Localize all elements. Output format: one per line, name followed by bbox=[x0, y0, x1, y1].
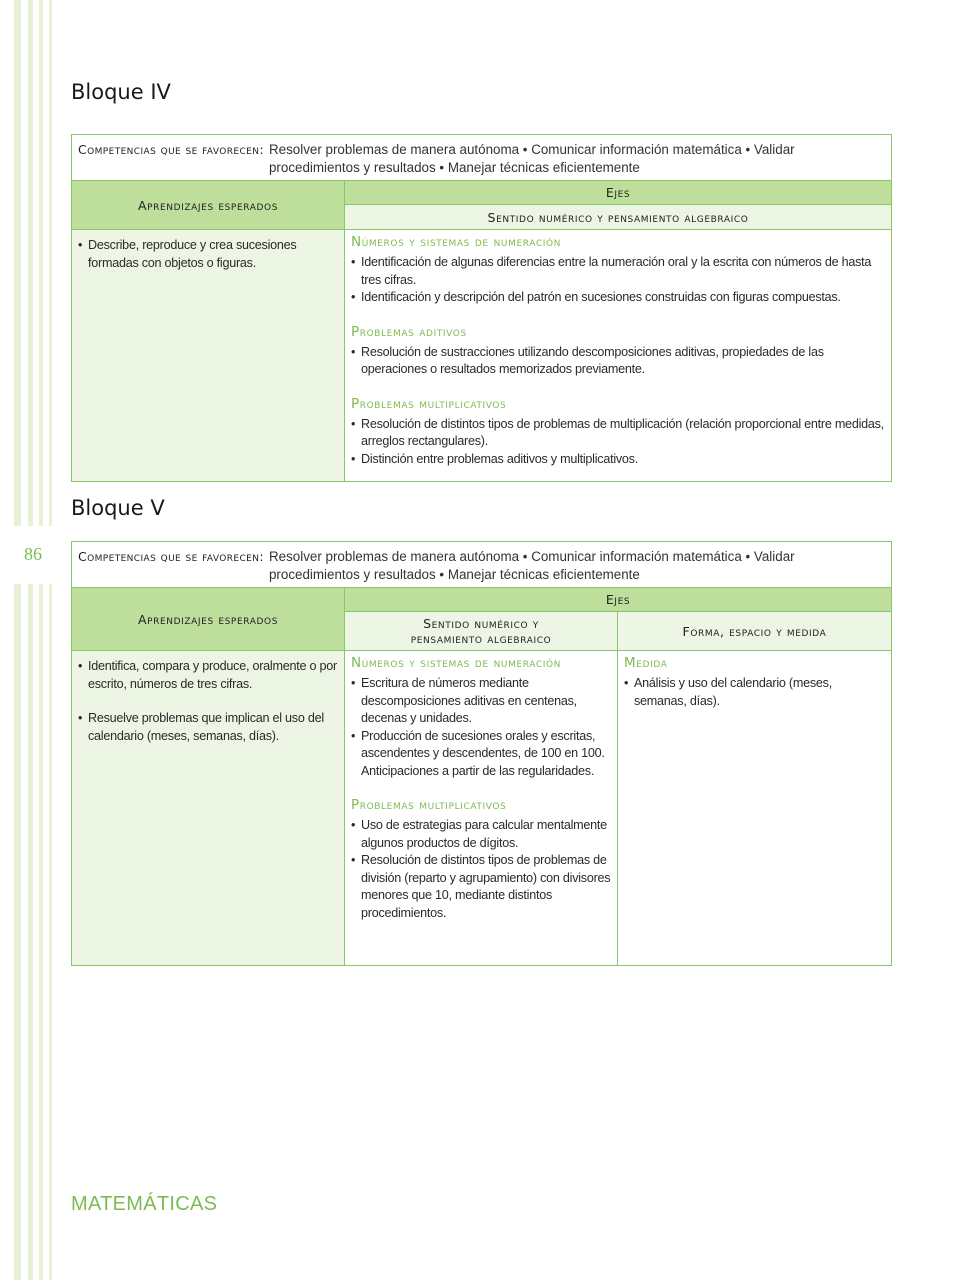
block-title: Bloque IV bbox=[71, 80, 171, 104]
axis-header-forma-espacio: Forma, espacio y medida bbox=[618, 612, 892, 651]
aprendizaje-item: • Resuelve problemas que implican el uso del calendario (meses, semanas, días). bbox=[78, 710, 338, 745]
content-item: • Distinción entre problemas aditivos y multiplicativos. bbox=[351, 451, 885, 469]
competencias-text: Resolver problemas de manera autónoma • Comunicar información matemática • Validar procedimientos y resultados • Manejar técnicas eficientemente bbox=[268, 549, 795, 582]
section-title: Números y sistemas de numeración bbox=[351, 234, 561, 250]
block-title: Bloque V bbox=[71, 496, 165, 520]
competencias-label: Competencias que se favorecen: bbox=[78, 549, 264, 564]
contenidos-cell-forma bbox=[618, 651, 892, 966]
aprendizaje-item: • Identifica, compara y produce, oralmente o por escrito, números de tres cifras. bbox=[78, 658, 338, 693]
section-title: Números y sistemas de numeración bbox=[351, 655, 561, 671]
margin-stripe bbox=[39, 0, 43, 1280]
section-title: Problemas aditivos bbox=[351, 323, 467, 340]
margin-stripe bbox=[28, 0, 33, 1280]
competencias-label: Competencias que se favorecen: bbox=[78, 142, 264, 157]
competencias-cell bbox=[72, 135, 892, 181]
margin-stripe bbox=[14, 0, 21, 1280]
aprendizaje-item: • Describe, reproduce y crea sucesiones formadas con objetos o figuras. bbox=[78, 237, 338, 272]
aprendizajes-header: Aprendizajes esperados bbox=[72, 588, 345, 651]
aprendizajes-cell bbox=[72, 651, 345, 966]
competencias-text: Resolver problemas de manera autónoma • Comunicar información matemática • Validar procedimientos y resultados • Manejar técnicas eficientemente bbox=[268, 142, 795, 175]
aprendizajes-cell bbox=[72, 230, 345, 482]
axis-header-sentido-numerico: Sentido numérico y pensamiento algebraico bbox=[345, 205, 892, 230]
block-v-table bbox=[71, 541, 892, 966]
content-item: • Identificación de algunas diferencias entre la numeración oral y la escrita con números de hasta tres cifras. bbox=[351, 254, 885, 289]
footer-subject: MATEMÁTICAS bbox=[71, 1193, 218, 1215]
section-title: Problemas multiplicativos bbox=[351, 395, 507, 412]
content-item: • Resolución de sustracciones utilizando descomposiciones aditivas, propiedades de las operaciones o resultados memorizados previamente. bbox=[351, 344, 885, 379]
ejes-header: Ejes bbox=[345, 181, 892, 205]
page-number: 86 bbox=[24, 544, 42, 564]
section-title: Problemas multiplicativos bbox=[351, 797, 507, 813]
section-title: Medida bbox=[624, 655, 668, 671]
axis-header-sentido-numerico: Sentido numérico y pensamiento algebraico bbox=[345, 612, 618, 651]
content-item: • Resolución de distintos tipos de problemas de multiplicación (relación proporcional entre medidas, arreglos rectangulares). bbox=[351, 416, 885, 451]
content-item: • Resolución de distintos tipos de problemas de división (reparto y agrupamiento) con divisores menores que 10, mediante distintos procedimientos. bbox=[351, 852, 611, 922]
ejes-header: Ejes bbox=[345, 588, 892, 612]
content-item: • Identificación y descripción del patrón en sucesiones construidas con figuras compuestas. bbox=[351, 289, 885, 307]
margin-stripe bbox=[49, 0, 52, 1280]
content-item: • Análisis y uso del calendario (meses, semanas, días). bbox=[624, 675, 885, 710]
content-item: • Escritura de números mediante descomposiciones aditivas en centenas, decenas y unidades. bbox=[351, 675, 611, 728]
aprendizajes-header: Aprendizajes esperados bbox=[72, 181, 345, 230]
contenidos-cell-sentido bbox=[345, 651, 618, 966]
contenidos-cell bbox=[345, 230, 892, 482]
content-item: • Uso de estrategias para calcular mentalmente algunos productos de dígitos. bbox=[351, 817, 611, 852]
competencias-cell bbox=[72, 542, 892, 588]
block-iv-table bbox=[71, 134, 892, 482]
content-item: • Producción de sucesiones orales y escritas, ascendentes y descendentes, de 100 en 100. Anticipaciones a partir de las regularidades. bbox=[351, 728, 611, 781]
